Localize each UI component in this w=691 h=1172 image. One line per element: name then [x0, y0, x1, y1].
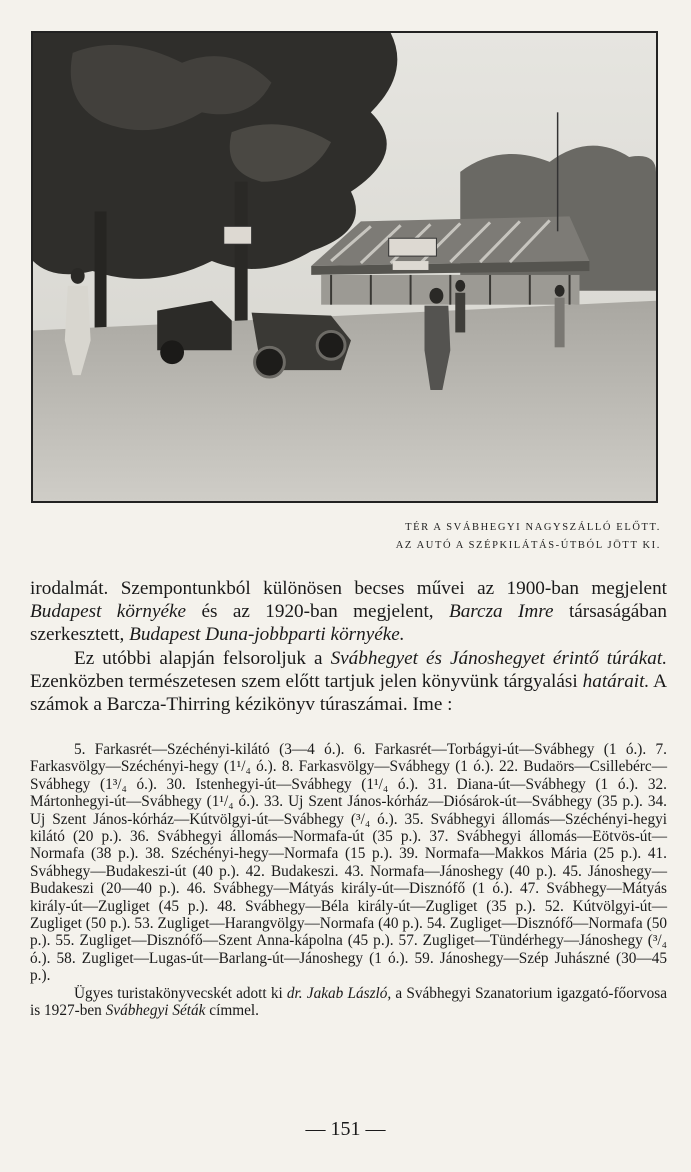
title-svabhegyi-setak: Svábhegyi Séták: [105, 1002, 206, 1020]
emphasis-turak: Svábhegyet és Jánoshegyet érintő túrákat.: [330, 647, 667, 669]
closing-text-b: a Svábhegyi Szanatorium igazgató-főorvosa is 1927-ben: [30, 984, 667, 1020]
title-duna-jobbparti: Budapest Duna-jobbparti környéke.: [129, 624, 405, 646]
photo-caption: [61, 519, 661, 555]
paragraph-1: [30, 577, 667, 647]
paragraph-1-text-c: társaságában szerkesztett,: [30, 601, 667, 646]
paragraph-2-text-a: Ez utóbbi alapján felsoroljuk a: [74, 647, 331, 669]
paragraph-2-text-b: Ezenközben természetesen szem előtt tartjuk jelen könyvünk tárgyalási: [30, 670, 583, 692]
caption-line-1: TÉR A SVÁBHEGYI NAGYSZÁLLÓ ELŐTT.: [405, 522, 661, 533]
tour-list: [30, 741, 667, 1020]
tour-list-paragraph: 5. Farkasrét—Széchényi-kilátó (3—4 ó.). 6. Farkasrét—Torbágyi-út—Svábhegy (1 ó.). 7. Farkasvölgy—Széchényi-hegy (1¹/₄ ó.). 8. Farkasvölgy—Svábhegy (1 ó.). 22. Budaörs—Csillebérc—Svábhegy (1³/₄ ó.). 30. Istenhegyi-út—Svábhegy (1¹/₄ ó.). 31. Diana-út—Svábhegy (1 ó.). 32. Mártonhegyi-út—Svábhegy (1¹/₄ ó.). 33. Uj Szent János-kórház—Diósárok-út—Svábhegy (35 p.). 34. Uj Szent János-kórház—Kútvölgyi-út—Svábhegy (³/₄ ó.). 35. Svábhegyi állomás—Széchényi-hegyi kilátó (20 p.). 36. Svábhegyi állomás—Normafa-út (35 p.). 37. Svábhegyi állomás—Eötvös-út—Normafa (38 p.). 38. Széchényi-hegy—Normafa (15 p.). 39. Normafa—Makkos Mária (25 p.). 41. Svábhegy—Budakeszi-út (40 p.). 42. Budakeszi. 43. Normafa—Jánoshegy (40 p.). 45. Jánoshegy—Budakeszi (20—40 p.). 46. Svábhegy—Mátyás király-út—Disznófő (1 ó.). 47. Svábhegy—Mátyás király-út—Zugliget (45 p.). 48. Svábhegy—Béla király-út—Zugliget (35 p.). 52. Kútvölgyi-út—Zugliget (50 p.). 53. Zugliget—Harangvölgy—Normafa (40 p.). 54. Zugliget—Disznófő—Normafa (50 p.). 55. Zugliget—Disznófő—Szent Anna-kápolna (45 p.). 57. Zugliget—Tündérhegy—Jánoshegy (³/₄ ó.). 58. Zugliget—Lugas-út—Barlang-út—Jánoshegy (1 ó.). 59. Jánoshegy—Szép Juhászné (30—45 p.).: [30, 741, 667, 985]
street-scene-photo: [31, 31, 658, 503]
author-barcza-imre: Barcza Imre: [448, 601, 554, 623]
photo-illustration: [33, 33, 656, 501]
closing-paragraph: [30, 985, 667, 1020]
closing-text-c: címmel.: [205, 1002, 259, 1020]
paragraph-1-text-b: és az 1920-ban megjelent,: [186, 601, 449, 623]
closing-text-a: Ügyes turistakönyvecskét adott ki: [74, 984, 287, 1002]
paragraph-2-text-c: A számok a Barcza-Thirring kézikönyv túraszámai. Ime :: [30, 670, 667, 716]
paragraph-1-text-a: irodalmát. Szempontunkból különösen becses művei az 1900-ban megjelent: [30, 578, 667, 599]
page-number: — 151 —: [305, 1118, 386, 1140]
paragraph-2: [30, 647, 667, 717]
caption-line-2: AZ AUTÓ A SZÉPKILÁTÁS-ÚTBÓL JÖTT KI.: [395, 540, 661, 551]
body-text: [30, 577, 667, 716]
title-budapest-kornyeke: Budapest környéke: [30, 601, 187, 623]
emphasis-hatarait: határait.: [582, 670, 650, 692]
author-jakab-laszlo: dr. Jakab László,: [286, 984, 392, 1002]
